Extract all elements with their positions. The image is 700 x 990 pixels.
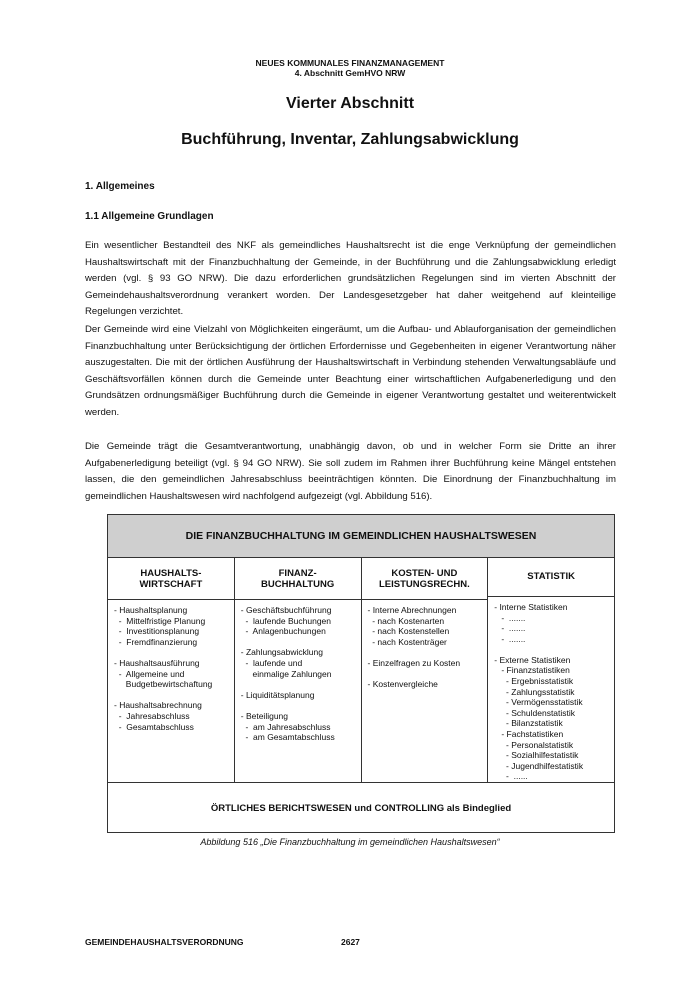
list-item: - Haushaltsausführung: [114, 657, 200, 668]
column-statistik: [488, 558, 614, 782]
list-item: - Finanzstatistiken: [494, 665, 570, 676]
list-item: - Interne Statistiken: [494, 601, 568, 612]
running-header: [0, 58, 700, 78]
column-header-line-2: LEISTUNGSRECHN.: [378, 578, 470, 590]
column-haushaltswirtschaft: [108, 558, 235, 782]
list-item: - .......: [494, 612, 526, 623]
diagram-columns: [108, 558, 614, 783]
list-item: - Fremdfinanzierung: [114, 636, 198, 647]
diagram-footer: ÖRTLICHES BERICHTSWESEN und CONTROLLING als Bindeglied: [210, 802, 512, 814]
list-item: - Externe Statistiken: [494, 654, 571, 665]
column-header-line-1: KOSTEN- UND: [391, 567, 458, 579]
list-spacer: [114, 647, 228, 658]
heading-allgemeines: 1. Allgemeines: [85, 181, 155, 192]
column-header: [108, 558, 234, 600]
finance-diagram: [107, 514, 615, 833]
list-item: - Fachstatistiken: [494, 729, 564, 740]
list-item: - Investitionsplanung: [114, 626, 200, 637]
list-item: - Anlagenbuchungen: [240, 626, 326, 637]
list-item: - .......: [494, 623, 526, 634]
column-header: [488, 558, 614, 597]
list-item: - Zahlungsabwicklung: [240, 647, 323, 658]
column-header-line-1: FINANZ-: [278, 567, 317, 579]
figure-caption: Abbildung 516 „Die Finanzbuchhaltung im gemeindlichen Haushaltswesen“: [200, 837, 500, 847]
header-line-2: 4. Abschnitt GemHVO NRW: [294, 68, 406, 78]
column-kostenrechnung: [362, 558, 489, 782]
column-header-line-1: STATISTIK: [527, 571, 575, 583]
column-body: [488, 597, 614, 782]
list-item: - Zahlungsstatistik: [494, 686, 575, 697]
list-spacer: [241, 637, 355, 648]
list-item: - laufende Buchungen: [240, 615, 332, 626]
list-item: - Gesamtabschluss: [114, 721, 194, 732]
header-line-1: NEUES KOMMUNALES FINANZMANAGEMENT: [255, 58, 445, 68]
list-item: - am Jahresabschluss: [240, 721, 331, 732]
list-spacer: [241, 679, 355, 690]
list-item: - Haushaltsplanung: [114, 605, 188, 615]
list-item: - Geschäftsbuchführung: [240, 605, 332, 615]
list-item: - Jugendhilfestatistik: [494, 760, 584, 771]
list-item: - Jahresabschluss: [114, 710, 190, 721]
column-header-line-2: WIRTSCHAFT: [139, 578, 203, 590]
list-item: - Haushaltsabrechnung: [114, 700, 202, 711]
list-item: - nach Kostenstellen: [367, 626, 450, 637]
footer-label: GEMEINDEHAUSHALTSVERORDNUNG: [85, 937, 244, 947]
list-item: - Bilanzstatistik: [494, 718, 563, 729]
list-item: - Liquiditätsplanung: [240, 689, 315, 700]
list-item: Budgetbewirtschaftung: [114, 679, 213, 690]
list-spacer: [114, 690, 228, 701]
column-body: [108, 600, 234, 732]
paragraph-1: Ein wesentlicher Bestandteil des NKF als gemeindliches Haushaltsrecht ist die enge Verknüpfung der gemeindlichen Haushaltswirtschaft mit der Finanzbuchhaltung der Gemeinde, in der Buchführung und die Zahlungsabwicklung erledigt werden (vgl. § 93 GO NRW). Die dazu erforderlichen grundsätzlichen Regelungen sind im vierten Abschnitt der Gemeindehaushaltsverordnung verankert worden. Der Landesgesetzgeber hat daher weitgehend auf kleinteilige Regelungen verzichtet.: [85, 240, 616, 318]
list-item: - nach Kostenarten: [367, 615, 445, 626]
list-item: - laufende und: [240, 657, 303, 668]
column-finanzbuchhaltung: [235, 558, 362, 782]
list-spacer: [494, 644, 608, 655]
list-item: - Sozialhilfestatistik: [494, 750, 579, 761]
heading-grundlagen: 1.1 Allgemeine Grundlagen: [85, 211, 214, 222]
list-spacer: [241, 700, 355, 711]
list-spacer: [368, 647, 482, 658]
list-item: - Beteiligung: [240, 710, 289, 721]
list-item: - Mittelfristige Planung: [114, 615, 206, 626]
list-item: - Ergebnisstatistik: [494, 676, 574, 687]
list-item: - Allgemeine und: [114, 668, 185, 679]
list-item: - am Gesamtabschluss: [240, 732, 335, 743]
paragraph-3: Die Gemeinde trägt die Gesamtverantwortung, unabhängig davon, ob und in welcher Form sie Dritte an ihrer Aufgabenerledigung beteiligt (vgl. § 94 GO NRW). Sie soll zudem im Rahmen ihrer Buchführung keine Mängel entstehen lassen, die den gemeindlichen Jahresabschluss beeinträchtigen könnten. Die Einordnung der Finanzbuchhaltung im gemeindlichen Haushaltswesen wird nachfolgend aufgezeigt (vgl. Abbildung 516).: [85, 441, 616, 502]
column-header: [362, 558, 488, 600]
section-subtitle: Buchführung, Inventar, Zahlungsabwicklung: [181, 131, 519, 148]
list-spacer: [368, 669, 482, 680]
list-item: - Interne Abrechnungen: [367, 605, 457, 615]
section-title: Vierter Abschnitt: [285, 95, 415, 112]
column-header-line-1: HAUSHALTS-: [140, 567, 202, 579]
list-item: - .......: [494, 633, 526, 644]
list-item: - Vermögensstatistik: [494, 697, 583, 708]
list-item: einmalige Zahlungen: [240, 668, 332, 679]
column-header-line-2: BUCHHALTUNG: [261, 578, 335, 590]
list-item: - ......: [494, 771, 528, 782]
list-item: - Schuldenstatistik: [494, 707, 576, 718]
list-item: - Personalstatistik: [494, 739, 574, 750]
column-body: [235, 600, 361, 743]
column-header: [235, 558, 361, 600]
list-item: - nach Kostenträger: [367, 636, 447, 647]
column-body: [362, 600, 488, 690]
list-item: - Einzelfragen zu Kosten: [367, 657, 461, 668]
page-number: 2627: [341, 937, 360, 947]
list-item: - Kostenvergleiche: [367, 679, 438, 690]
paragraph-2: Der Gemeinde wird eine Vielzahl von Möglichkeiten eingeräumt, um die Aufbau- und Ablauforganisation der gemeindlichen Finanzbuchhaltung unter Berücksichtigung der örtlichen Erfordernisse und Gegebenheiten in eigener Verantwortung näher auszugestalten. Die mit der örtlichen Ausführung der Haushaltswirtschaft in Verbindung stehenden Verwaltungsabläufe und Geschäftsvorfällen können durch die Gemeinde unter Beachtung einer wirtschaftlichen Aufgabenerledigung und den Grundsätzen ordnungsmäßiger Buchführung durch die Gemeinde in eigener Verantwortung gestaltet und weiterentwickelt werden.: [85, 324, 616, 418]
diagram-title: DIE FINANZBUCHHALTUNG IM GEMEINDLICHEN HAUSHALTSWESEN: [108, 515, 614, 558]
